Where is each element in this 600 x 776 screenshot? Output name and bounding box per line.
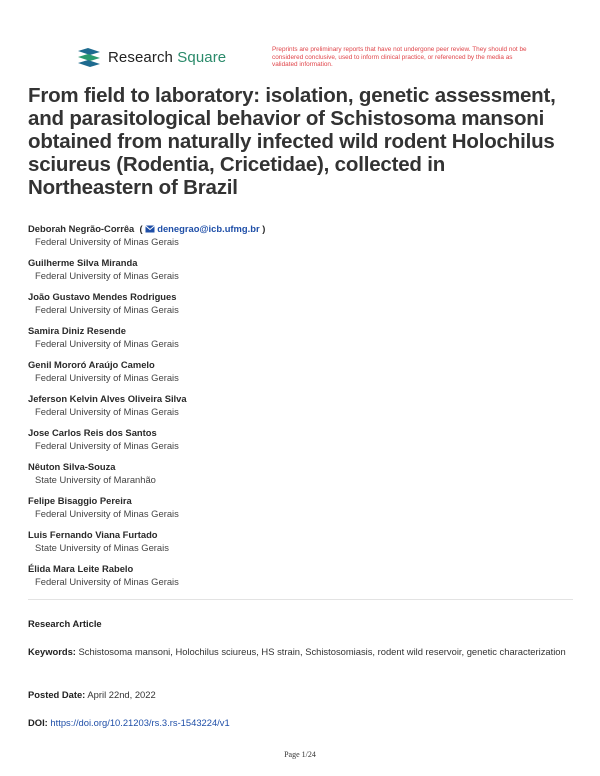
author-name: Samira Diniz Resende — [28, 325, 126, 336]
author-affiliation: Federal University of Minas Gerais — [35, 338, 179, 349]
article-type-label: Research Article — [28, 618, 102, 629]
author-entry — [28, 290, 568, 324]
author-name: Deborah Negrão-Corrêa — [28, 223, 135, 234]
author-affiliation: Federal University of Minas Gerais — [35, 372, 179, 383]
logo-word-square: Square — [177, 48, 227, 66]
author-name: Jose Carlos Reis dos Santos — [28, 427, 157, 438]
author-affiliation: Federal University of Minas Gerais — [35, 236, 179, 247]
logo-wordmark — [108, 49, 226, 66]
keywords-value: Schistosoma mansoni, Holochilus sciureus, HS strain, Schistosomiasis, rodent wild reservoir, genetic characterization — [78, 646, 566, 657]
author-affiliation: Federal University of Minas Gerais — [35, 508, 179, 519]
author-name: Guilherme Silva Miranda — [28, 257, 138, 268]
author-affiliation: State University of Minas Gerais — [35, 542, 169, 553]
author-affiliation: Federal University of Minas Gerais — [35, 270, 179, 281]
author-list — [28, 222, 568, 596]
author-entry — [28, 460, 568, 494]
author-entry — [28, 562, 568, 596]
posted-date-value: April 22nd, 2022 — [87, 689, 156, 700]
author-name: Nêuton Silva-Souza — [28, 461, 116, 472]
doi-block — [28, 716, 573, 729]
research-square-logo-icon — [76, 47, 102, 67]
paper-title: From field to laboratory: isolation, genetic assessment, and parasitological behavior of Schistosoma mansoni obtained from naturally infected wild rodent Holochilus sciureus (Rodentia, Cricetidae), collected in Northeastern of Brazil — [28, 84, 556, 199]
posted-date-block — [28, 688, 573, 701]
section-divider — [28, 599, 573, 600]
author-affiliation: Federal University of Minas Gerais — [35, 406, 179, 417]
author-entry — [28, 426, 568, 460]
author-entry — [28, 222, 568, 256]
author-affiliation: Federal University of Minas Gerais — [35, 304, 179, 315]
author-name: Felipe Bisaggio Pereira — [28, 495, 132, 506]
author-entry — [28, 358, 568, 392]
author-entry — [28, 494, 568, 528]
author-name: Luis Fernando Viana Furtado — [28, 529, 158, 540]
page-number: Page 1/24 — [284, 750, 316, 759]
doi-link[interactable]: https://doi.org/10.21203/rs.3.rs-1543224/v1 — [50, 717, 230, 728]
author-affiliation: Federal University of Minas Gerais — [35, 440, 179, 451]
article-type — [28, 617, 573, 630]
author-email-link[interactable]: denegrao@icb.ufmg.br — [157, 223, 260, 234]
research-square-logo[interactable] — [76, 47, 226, 67]
keywords-block — [28, 645, 573, 658]
keywords-label: Keywords: — [28, 646, 76, 657]
author-entry — [28, 528, 568, 562]
author-name: Jeferson Kelvin Alves Oliveira Silva — [28, 393, 187, 404]
author-affiliation: State University of Maranhão — [35, 474, 156, 485]
doi-label: DOI: — [28, 717, 48, 728]
author-name: Élida Mara Leite Rabelo — [28, 563, 134, 574]
posted-date-label: Posted Date: — [28, 689, 86, 700]
author-affiliation: Federal University of Minas Gerais — [35, 576, 179, 587]
author-name: Genil Mororó Araújo Camelo — [28, 359, 155, 370]
author-entry — [28, 324, 568, 358]
preprint-disclaimer: Preprints are preliminary reports that have not undergone peer review. They should not be considered conclusive, used to inform clinical practice, or referenced by the media as validated information. — [272, 46, 527, 69]
author-entry — [28, 256, 568, 290]
envelope-icon — [145, 225, 155, 233]
logo-word-research: Research — [108, 48, 173, 66]
author-entry — [28, 392, 568, 426]
author-name: João Gustavo Mendes Rodrigues — [28, 291, 177, 302]
corresponding-author-line: Deborah Negrão-Corrêa ( denegrao@icb.ufmg.br ) — [28, 223, 266, 234]
